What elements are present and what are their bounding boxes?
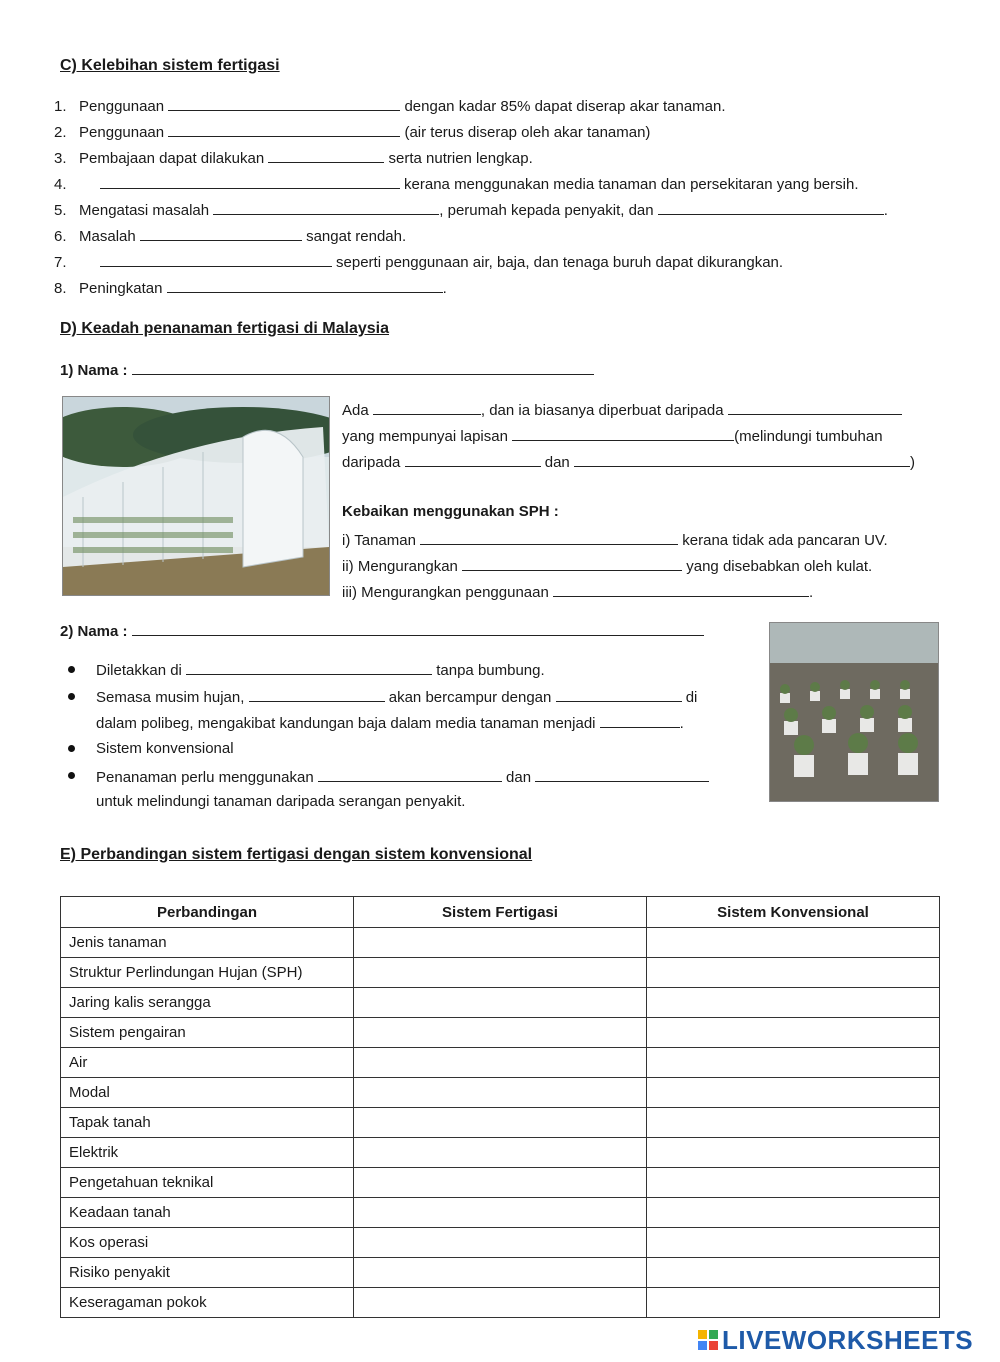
answer-cell[interactable] xyxy=(647,1228,940,1258)
table-row xyxy=(61,1138,940,1168)
bullet-icon xyxy=(68,693,75,700)
text: ii) Mengurangkan xyxy=(342,558,458,575)
table-row xyxy=(61,928,940,958)
answer-blank[interactable] xyxy=(168,122,400,137)
text: . xyxy=(679,715,684,732)
item-number: 7. xyxy=(54,254,67,271)
answer-cell[interactable] xyxy=(647,958,940,988)
answer-cell[interactable] xyxy=(647,988,940,1018)
row-label: Kos operasi xyxy=(61,1228,354,1258)
answer-cell[interactable] xyxy=(354,1228,647,1258)
text: tanpa bumbung. xyxy=(436,662,545,679)
answer-cell[interactable] xyxy=(354,1048,647,1078)
list-item xyxy=(54,174,859,193)
answer-cell[interactable] xyxy=(647,1108,940,1138)
answer-blank[interactable] xyxy=(574,452,910,467)
answer-blank[interactable] xyxy=(100,252,332,267)
table-row xyxy=(61,1168,940,1198)
answer-cell[interactable] xyxy=(647,1048,940,1078)
text: (melindungi tumbuhan xyxy=(734,428,883,445)
tunnel-greenhouse-image xyxy=(62,396,330,596)
section-e-title: E) Perbandingan sistem fertigasi dengan sistem konvensional xyxy=(60,846,533,863)
answer-blank[interactable] xyxy=(100,174,400,189)
text: di xyxy=(685,689,698,706)
list-item xyxy=(54,122,650,141)
item-number: 5. xyxy=(54,202,67,219)
table-row xyxy=(61,958,940,988)
open-field-polybag-image xyxy=(769,622,939,802)
row-label: Jaring kalis serangga xyxy=(61,988,354,1018)
text: ) xyxy=(909,454,915,471)
text: dan xyxy=(544,454,570,471)
answer-cell[interactable] xyxy=(354,1288,647,1318)
answer-cell[interactable] xyxy=(354,928,647,958)
answer-blank[interactable] xyxy=(600,713,680,728)
section-d-title: D) Keadah penanaman fertigasi di Malaysia xyxy=(60,320,389,337)
answer-cell[interactable] xyxy=(647,1018,940,1048)
part2-bullet-2 xyxy=(96,687,697,706)
item-text: seperti penggunaan air, baja, dan tenaga buruh dapat dikurangkan. xyxy=(336,254,784,271)
item-text: Penggunaan xyxy=(79,98,165,115)
item-number: 1. xyxy=(54,98,67,115)
answer-blank[interactable] xyxy=(186,660,432,675)
answer-blank[interactable] xyxy=(168,96,400,111)
table-header-row xyxy=(61,897,940,928)
text: Ada xyxy=(342,402,369,419)
column-header: Sistem Konvensional xyxy=(647,897,940,928)
part2-bullet-4 xyxy=(96,767,709,786)
row-label: Modal xyxy=(61,1078,354,1108)
answer-cell[interactable] xyxy=(354,1078,647,1108)
answer-cell[interactable] xyxy=(354,1018,647,1048)
list-item xyxy=(54,200,888,219)
row-label: Jenis tanaman xyxy=(61,928,354,958)
item-text: Masalah xyxy=(79,228,136,245)
answer-cell[interactable] xyxy=(647,1138,940,1168)
answer-cell[interactable] xyxy=(647,1258,940,1288)
item-text: . xyxy=(442,280,447,297)
answer-cell[interactable] xyxy=(647,1198,940,1228)
item-number: 2. xyxy=(54,124,67,141)
row-label: Keseragaman pokok xyxy=(61,1288,354,1318)
item-text: sangat rendah. xyxy=(306,228,407,245)
row-label: Tapak tanah xyxy=(61,1108,354,1138)
table-row xyxy=(61,1228,940,1258)
item-text: Peningkatan xyxy=(79,280,163,297)
list-item xyxy=(54,96,726,115)
answer-blank[interactable] xyxy=(462,556,682,571)
item-text: kerana menggunakan media tanaman dan persekitaran yang bersih. xyxy=(404,176,859,193)
answer-blank[interactable] xyxy=(318,767,502,782)
answer-cell[interactable] xyxy=(354,958,647,988)
text: Diletakkan di xyxy=(96,662,182,679)
text: dalam polibeg, mengakibat kandungan baja dalam media tanaman menjadi xyxy=(96,715,596,732)
item-text: Penggunaan xyxy=(79,124,165,141)
item-text: Mengatasi masalah xyxy=(79,202,210,219)
answer-blank[interactable] xyxy=(373,400,481,415)
answer-cell[interactable] xyxy=(647,1168,940,1198)
kebaikan-item-2 xyxy=(342,556,872,575)
answer-cell[interactable] xyxy=(647,1288,940,1318)
answer-cell[interactable] xyxy=(354,988,647,1018)
item-number: 8. xyxy=(54,280,67,297)
part2-bullet-1 xyxy=(96,660,545,679)
answer-blank[interactable] xyxy=(167,278,443,293)
kebaikan-item-3 xyxy=(342,582,813,601)
row-label: Keadaan tanah xyxy=(61,1198,354,1228)
item-text: serta nutrien lengkap. xyxy=(388,150,533,167)
answer-blank[interactable] xyxy=(535,767,709,782)
answer-cell[interactable] xyxy=(354,1138,647,1168)
row-label: Pengetahuan teknikal xyxy=(61,1168,354,1198)
table-row xyxy=(61,1258,940,1288)
part1-line2 xyxy=(342,426,883,445)
text: Semasa musim hujan, xyxy=(96,689,245,706)
kebaikan-heading: Kebaikan menggunakan SPH : xyxy=(342,503,559,520)
column-header: Sistem Fertigasi xyxy=(354,897,647,928)
answer-blank[interactable] xyxy=(132,621,704,636)
list-item xyxy=(54,226,406,245)
part2-bullet-4-cont: untuk melindungi tanaman daripada serangan penyakit. xyxy=(96,793,466,810)
answer-blank[interactable] xyxy=(553,582,809,597)
list-item xyxy=(54,278,447,297)
answer-blank[interactable] xyxy=(213,200,439,215)
table-row xyxy=(61,988,940,1018)
text: yang disebabkan oleh kulat. xyxy=(686,558,873,575)
part1-name-label: 1) Nama : xyxy=(60,362,128,379)
row-label: Elektrik xyxy=(61,1138,354,1168)
item-number: 3. xyxy=(54,150,67,167)
answer-blank[interactable] xyxy=(268,148,384,163)
comparison-table xyxy=(60,896,940,1318)
item-text: . xyxy=(883,202,888,219)
row-label: Sistem pengairan xyxy=(61,1018,354,1048)
text: . xyxy=(809,584,814,601)
answer-cell[interactable] xyxy=(354,1258,647,1288)
answer-blank[interactable] xyxy=(556,687,682,702)
part2-bullet-3: Sistem konvensional xyxy=(96,740,234,757)
bullet-icon xyxy=(68,666,75,673)
item-text: , perumah kepada penyakit, dan xyxy=(439,202,654,219)
text: kerana tidak ada pancaran UV. xyxy=(682,532,888,549)
text: akan bercampur dengan xyxy=(388,689,552,706)
kebaikan-item-1 xyxy=(342,530,888,549)
table-row xyxy=(61,1048,940,1078)
answer-cell[interactable] xyxy=(354,1108,647,1138)
column-header: Perbandingan xyxy=(61,897,354,928)
answer-cell[interactable] xyxy=(354,1198,647,1228)
answer-blank[interactable] xyxy=(249,687,385,702)
liveworksheets-logo-icon xyxy=(698,1330,718,1350)
item-text: dengan kadar 85% dapat diserap akar tanaman. xyxy=(404,98,726,115)
text: Penanaman perlu menggunakan xyxy=(96,769,314,786)
answer-cell[interactable] xyxy=(647,1078,940,1108)
table-row xyxy=(61,1018,940,1048)
row-label: Air xyxy=(61,1048,354,1078)
answer-cell[interactable] xyxy=(647,928,940,958)
item-number: 4. xyxy=(54,176,67,193)
answer-blank[interactable] xyxy=(658,200,884,215)
open-field-illustration xyxy=(770,623,938,801)
answer-blank[interactable] xyxy=(140,226,302,241)
text: dan xyxy=(506,769,532,786)
answer-blank[interactable] xyxy=(512,426,734,441)
list-item xyxy=(54,148,533,167)
part1-name-row xyxy=(60,360,594,379)
bullet-icon xyxy=(68,745,75,752)
part2-name-label: 2) Nama : xyxy=(60,623,128,640)
item-text: (air terus diserap oleh akar tanaman) xyxy=(404,124,651,141)
part1-line1 xyxy=(342,400,902,419)
section-c-title: C) Kelebihan sistem fertigasi xyxy=(60,57,280,74)
row-label: Struktur Perlindungan Hujan (SPH) xyxy=(61,958,354,988)
part1-line3 xyxy=(342,452,915,471)
table-row xyxy=(61,1198,940,1228)
text: , dan ia biasanya diperbuat daripada xyxy=(480,402,724,419)
answer-blank[interactable] xyxy=(728,400,902,415)
item-text: Pembajaan dapat dilakukan xyxy=(79,150,265,167)
text: yang mempunyai lapisan xyxy=(342,428,508,445)
answer-blank[interactable] xyxy=(420,530,678,545)
text: iii) Mengurangkan penggunaan xyxy=(342,584,549,601)
part2-name-row xyxy=(60,621,704,640)
item-number: 6. xyxy=(54,228,67,245)
row-label: Risiko penyakit xyxy=(61,1258,354,1288)
table-row xyxy=(61,1108,940,1138)
tunnel-greenhouse-illustration xyxy=(63,397,329,595)
text: i) Tanaman xyxy=(342,532,416,549)
liveworksheets-brand[interactable]: LIVEWORKSHEETS xyxy=(722,1325,974,1355)
answer-blank[interactable] xyxy=(405,452,541,467)
list-item xyxy=(54,252,783,271)
answer-blank[interactable] xyxy=(132,360,594,375)
answer-cell[interactable] xyxy=(354,1168,647,1198)
text: daripada xyxy=(342,454,401,471)
part2-bullet-2-cont xyxy=(96,713,684,732)
table-row xyxy=(61,1078,940,1108)
bullet-icon xyxy=(68,772,75,779)
table-row xyxy=(61,1288,940,1318)
